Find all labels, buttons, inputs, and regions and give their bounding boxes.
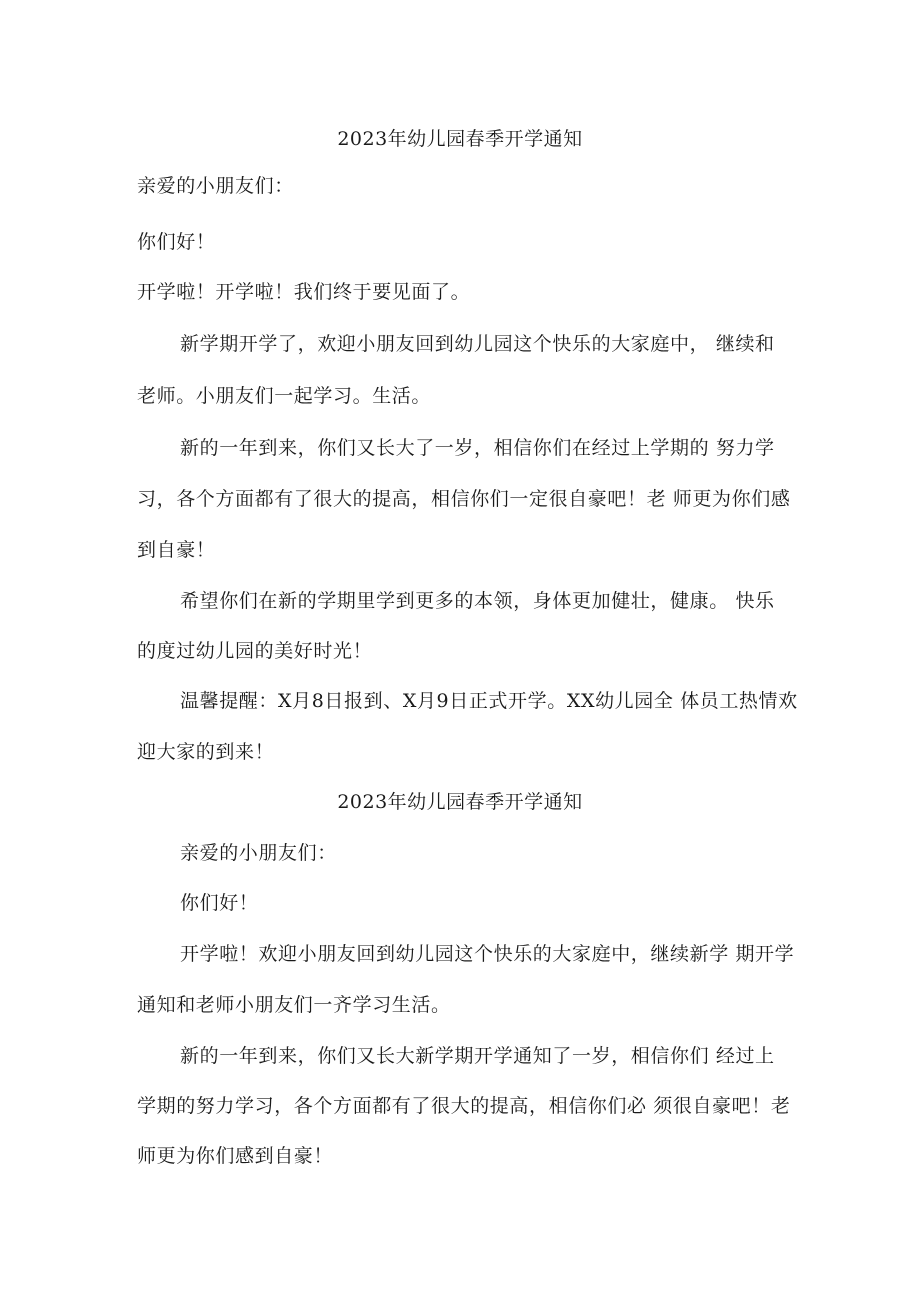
reminder-line-2: 迎大家的到来！ [137,741,275,763]
section2-paragraph-2-line-1: 新的一年到来，你们又长大新学期开学通知了一岁，相信你们 经过上 [180,1045,775,1067]
paragraph-1-line-1: 新学期开学了，欢迎小朋友回到幼儿园这个快乐的大家庭中， 继续和 [180,333,775,355]
paragraph-2-line-1: 新的一年到来，你们又长大了一岁，相信你们在经过上学期的 努力学 [180,437,775,459]
hello-1: 你们好！ [137,231,216,253]
greeting-1: 亲爱的小朋友们： [137,175,294,197]
paragraph-1-line-2: 老师。小朋友们一起学习。生活。 [137,385,432,407]
reminder-line-1: 温馨提醒：X月8日报到、X月9日正式开学。XX幼儿园全 体员工热情欢 [180,690,798,712]
paragraph-2-line-2: 习，各个方面都有了很大的提高，相信你们一定很自豪吧！老 师更为你们感 [137,488,791,510]
section2-paragraph-1-line-1: 开学啦！欢迎小朋友回到幼儿园这个快乐的大家庭中，继续新学 期开学 [180,943,795,965]
section2-paragraph-1-line-2: 通知和老师小朋友们一齐学习生活。 [137,994,451,1016]
section2-paragraph-2-line-2: 学期的努力学习，各个方面都有了很大的提高，相信你们必 须很自豪吧！老 [137,1095,791,1117]
paragraph-3-line-1: 希望你们在新的学期里学到更多的本领，身体更加健壮，健康。 快乐 [180,590,775,612]
paragraph-2-line-3: 到自豪！ [137,539,216,561]
greeting-2: 亲爱的小朋友们： [180,842,337,864]
notice-title-1: 2023年幼儿园春季开学通知 [337,128,583,150]
hello-2: 你们好！ [180,892,259,914]
cheer-line: 开学啦！开学啦！我们终于要见面了。 [137,281,471,303]
section2-paragraph-2-line-3: 师更为你们感到自豪！ [137,1145,334,1167]
notice-title-2: 2023年幼儿园春季开学通知 [337,791,583,813]
paragraph-3-line-2: 的度过幼儿园的美好时光！ [137,640,373,662]
